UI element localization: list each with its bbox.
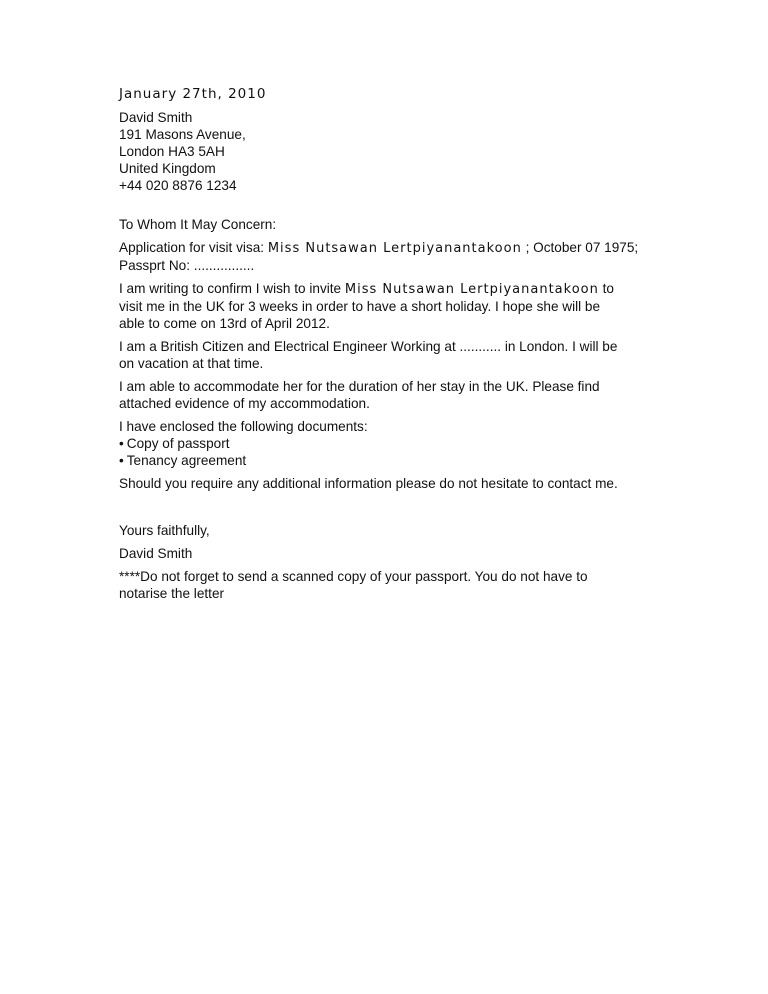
- subject-paragraph: [119, 239, 659, 274]
- documents-intro: I have enclosed the following documents:: [119, 419, 368, 434]
- invitation-line1: [119, 280, 659, 298]
- sender-address-line2: London HA3 5AH: [119, 144, 225, 159]
- accommodation-paragraph: [119, 378, 659, 412]
- invitation-line3: able to come on 13rd of April 2012.: [119, 316, 330, 331]
- sender-country: United Kingdom: [119, 161, 216, 176]
- footnote-line2: notarise the letter: [119, 586, 225, 601]
- spacer: [119, 194, 659, 216]
- sender-name: David Smith: [119, 110, 193, 125]
- bullet-icon: •: [119, 436, 124, 451]
- document-item-label: Tenancy agreement: [126, 453, 247, 468]
- spacer: [119, 498, 659, 522]
- invitation-before: I am writing to confirm I wish to invite: [119, 281, 345, 296]
- invitation-paragraph: [119, 280, 659, 332]
- salutation: To Whom It May Concern:: [119, 217, 277, 232]
- accommodation-line1: I am able to accommodate her for the duration of her stay in the UK. Please find: [119, 379, 600, 394]
- subject-line: [119, 239, 659, 257]
- accommodation-line2: attached evidence of my accommodation.: [119, 396, 370, 411]
- closing: Yours faithfully,: [119, 523, 210, 538]
- passport-line: Passprt No: ................: [119, 258, 255, 273]
- sender-phone: +44 020 8876 1234: [119, 178, 237, 193]
- invitation-guest-name: Miss Nutsawan Lertpiyanantakoon: [344, 282, 599, 297]
- list-item: [119, 435, 659, 452]
- invitation-after: to: [598, 281, 614, 296]
- footnote-line1: ****Do not forget to send a scanned copy of your passport. You do not have to: [119, 569, 588, 584]
- bullet-icon: •: [119, 453, 124, 468]
- occupation-line2: on vacation at that time.: [119, 356, 264, 371]
- contact-paragraph: Should you require any additional information please do not hesitate to contact me.: [119, 476, 618, 491]
- letter-body: [119, 86, 659, 608]
- documents-list: [119, 435, 659, 469]
- invitation-line2: visit me in the UK for 3 weeks in order to have a short holiday. I hope she will be: [119, 299, 601, 314]
- signature-name: David Smith: [119, 546, 193, 561]
- sender-address-block: [119, 109, 659, 194]
- subject-suffix: ; October 07 1975;: [521, 240, 639, 255]
- occupation-line1: I am a British Citizen and Electrical Engineer Working at ........... in London. I will be: [119, 339, 618, 354]
- list-item: [119, 452, 659, 469]
- sender-address-line1: 191 Masons Avenue,: [119, 127, 246, 142]
- document-item-label: Copy of passport: [126, 436, 230, 451]
- subject-prefix: Application for visit visa:: [119, 240, 268, 255]
- letter-date: January 27th, 2010: [119, 86, 267, 102]
- footnote: [119, 568, 659, 602]
- subject-guest-name: Miss Nutsawan Lertpiyanantakoon: [267, 241, 522, 256]
- occupation-paragraph: [119, 338, 659, 372]
- documents-paragraph: [119, 418, 659, 469]
